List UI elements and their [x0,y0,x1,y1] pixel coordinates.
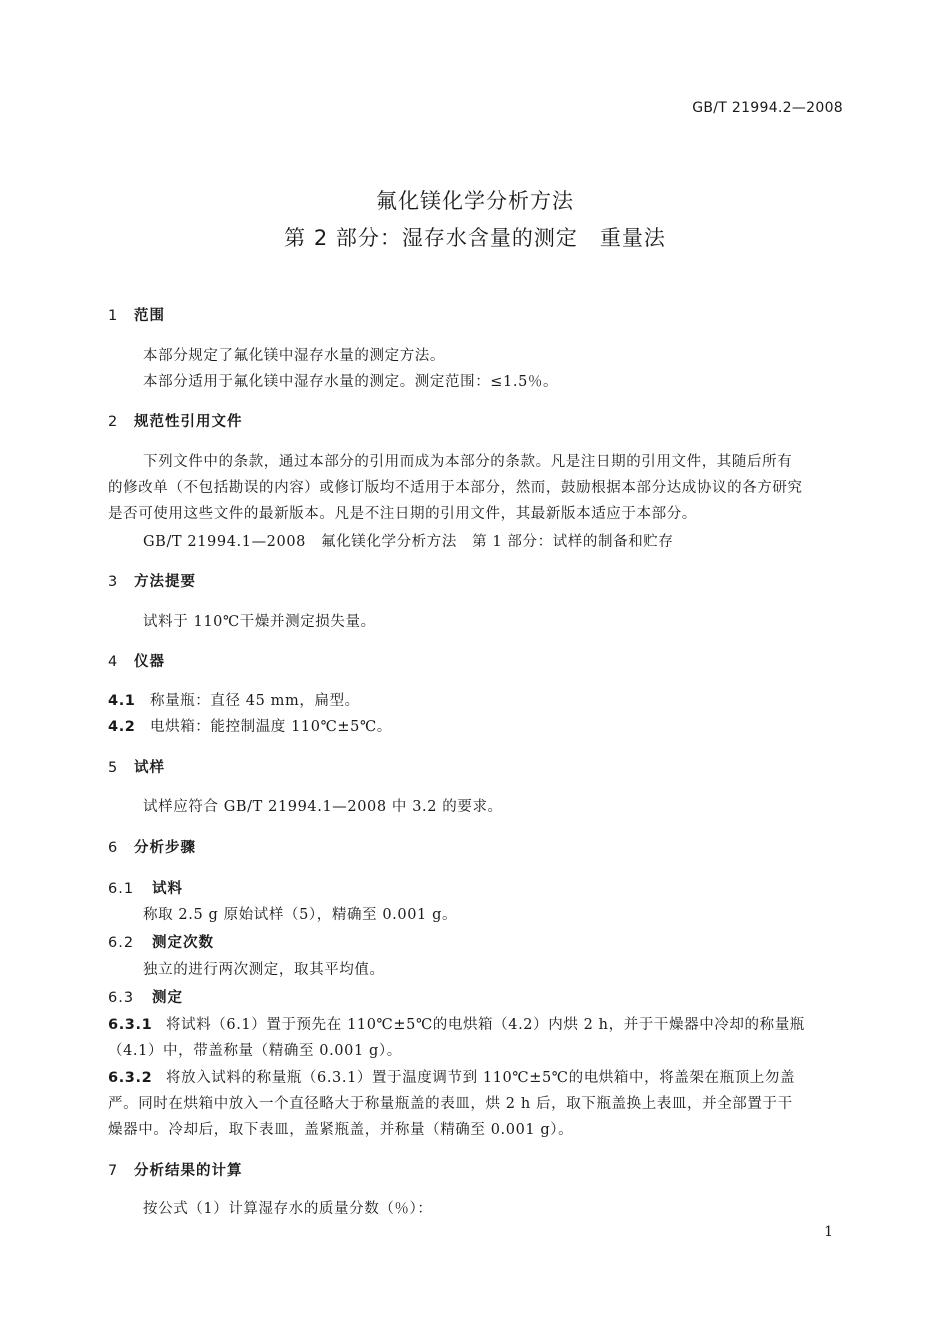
section-5-heading [108,756,165,777]
subsection-number: 6.2 [108,935,135,951]
subsection-6-2-text: 独立的进行两次测定，取其平均值。 [143,962,385,978]
section-3-paragraph: 试料于 110℃干燥并测定损失量。 [143,614,376,630]
section-1-paragraph-2: 本部分适用于氟化镁中湿存水量的测定。测定范围：≤1.5％。 [143,374,559,390]
section-title: 分析步骤 [134,840,196,856]
subsection-number: 6.3 [108,990,135,1006]
page-number: 1 [824,1224,833,1240]
instrument-item-2 [108,715,392,736]
standard-code: GB/T 21994.2—2008 [692,100,843,116]
normative-reference: GB/T 21994.1—2008 氟化镁化学分析方法 第 1 部分：试样的制备和贮存 [143,534,674,550]
subsection-title: 测定次数 [152,935,214,951]
clause-text: 将试料（6.1）置于预先在 110℃±5℃的电烘箱（4.2）内烘 2 h，并于干燥器中冷却的称量瓶 [166,1017,805,1033]
clause-number: 6.3.2 [108,1070,153,1086]
clause-6-3-2-line-3: 燥器中。冷却后，取下表皿，盖紧瓶盖，并称量（精确至 0.001 g）。 [108,1122,574,1138]
section-1-paragraph-1: 本部分规定了氟化镁中湿存水量的测定方法。 [143,348,445,364]
clause-6-3-1-line-1 [108,1013,805,1034]
item-number: 4.2 [108,719,136,735]
section-title: 范围 [134,308,165,324]
clause-text: 将放入试料的称量瓶（6.3.1）置于温度调节到 110℃±5℃的电烘箱中，将盖架在瓶顶上勿盖 [166,1070,796,1086]
document-title-line1: 氟化镁化学分析方法 [376,189,574,213]
item-text: 称量瓶：直径 45 mm，扁型。 [150,693,360,709]
section-number: 1 [108,308,119,324]
section-title: 方法提要 [134,574,196,590]
section-7-paragraph: 按公式（1）计算湿存水的质量分数（％）： [143,1201,433,1217]
document-title-line2: 第 2 部分：湿存水含量的测定 重量法 [284,226,666,250]
instrument-item-1 [108,689,360,710]
section-number: 6 [108,840,119,856]
clause-6-3-1-line-2: （4.1）中，带盖称量（精确至 0.001 g）。 [108,1043,402,1059]
section-2-paragraph-line-3: 是否可使用这些文件的最新版本。凡是不注日期的引用文件，其最新版本适应于本部分。 [108,506,697,522]
section-3-heading [108,570,196,591]
section-title: 试样 [134,760,165,776]
section-number: 5 [108,760,119,776]
section-2-paragraph-line-1: 下列文件中的条款，通过本部分的引用而成为本部分的条款。凡是注日期的引用文件，其随后所有 [143,454,793,470]
clause-number: 6.3.1 [108,1017,153,1033]
section-number: 7 [108,1163,119,1179]
section-title: 规范性引用文件 [134,414,243,430]
subsection-title: 测定 [152,990,183,1006]
section-number: 3 [108,574,119,590]
section-5-paragraph: 试样应符合 GB/T 21994.1—2008 中 3.2 的要求。 [143,799,503,815]
subsection-6-1-heading [108,877,183,898]
subsection-title: 试料 [152,881,183,897]
section-number: 2 [108,414,119,430]
clause-6-3-2-line-1 [108,1066,795,1087]
section-7-heading [108,1159,243,1180]
section-2-paragraph-line-2: 的修改单（不包括勘误的内容）或修订版均不适用于本部分，然而，鼓励根据本部分达成协议的各方研究 [108,480,803,496]
clause-6-3-2-line-2: 严。同时在烘箱中放入一个直径略大于称量瓶盖的表皿，烘 2 h 后，取下瓶盖换上表皿，并全部置于干 [108,1096,793,1112]
subsection-number: 6.1 [108,881,135,897]
item-text: 电烘箱：能控制温度 110℃±5℃。 [150,719,392,735]
section-6-heading [108,836,196,857]
section-4-heading [108,650,165,671]
section-1-heading [108,304,165,325]
section-number: 4 [108,654,119,670]
subsection-6-1-text: 称取 2.5 g 原始试样（5），精确至 0.001 g。 [143,907,458,923]
section-title: 分析结果的计算 [134,1163,243,1179]
section-title: 仪器 [134,654,165,670]
section-2-heading [108,410,243,431]
subsection-6-3-heading [108,986,183,1007]
item-number: 4.1 [108,693,136,709]
subsection-6-2-heading [108,931,214,952]
